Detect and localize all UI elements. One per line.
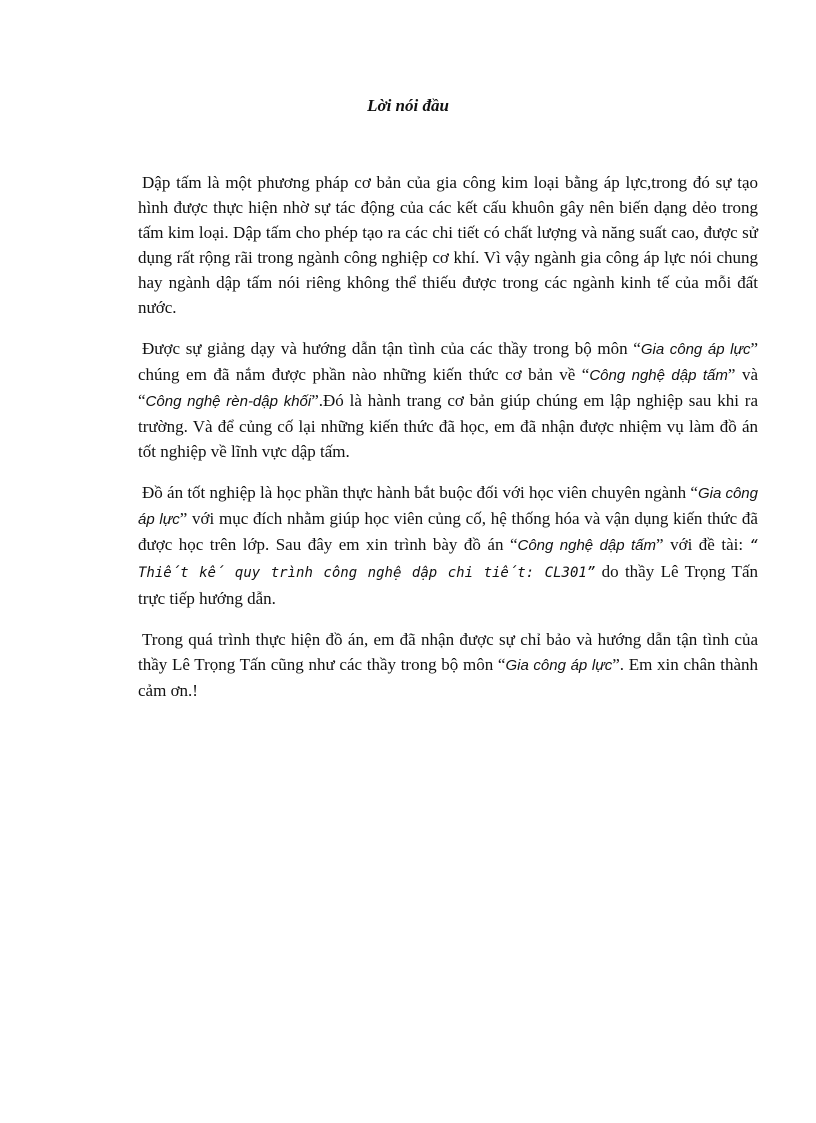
italic-course-name: Gia công áp lực (640, 341, 751, 358)
body-text (138, 170, 758, 719)
italic-subject-sheet: Công nghệ dập tấm (589, 367, 728, 384)
paragraph-project-description (138, 480, 758, 611)
text-run: ”.Đó là hành trang cơ bản giúp chúng em lập nghiệp sau khi ra trường. Và để củng cố lại những kiến thức đã học, em đã nhận được nhiệm vụ làm đồ án tốt nghiệp về lĩnh vực dập tấm. (138, 391, 759, 461)
italic-course-name: Gia công áp lực (505, 657, 613, 674)
paragraph-thanks (138, 627, 758, 703)
text-run: ” và “ (138, 365, 758, 410)
text-run: Được sự giảng dạy và hướng dẫn tận tình của các thầy trong bộ môn “ (142, 339, 641, 358)
text-run: ” với mục đích nhằm giúp học viên củng cố, hệ thống hóa và vận dụng kiến thức đã được học trên lớp. Sau đây em xin trình bày đồ án “ (138, 509, 758, 554)
page-title: Lời nói đầu (367, 96, 449, 115)
text-run: Đồ án tốt nghiệp là học phần thực hành bắt buộc đối với học viên chuyên ngành “ (142, 483, 698, 502)
text-run: ”. Em xin chân thành cảm ơn.! (138, 655, 758, 700)
text-run: ” với đề tài: (656, 535, 750, 554)
paragraph-intro: Dập tấm là một phương pháp cơ bản của gia công kim loại bằng áp lực,trong đó sự tạo hình được thực hiện nhờ sự tác động của các kết cấu khuôn gây nên biến dạng dẻo trong tấm kim loại. Dập tấm cho phép tạo ra các chi tiết có chất lượng và năng suất cao, được sử dụng rất rộng rãi trong ngành công nghiệp cơ khí. Vì vậy ngành gia công áp lực nói chung hay ngành dập tấm nói riêng không thể thiếu được trong các ngành kinh tế của mỗi đất nước. (138, 173, 758, 317)
italic-subject-forging: Công nghệ rèn-dập khối (145, 393, 312, 410)
italic-project-topic: “ Thiết kế quy trình công nghệ dập chi tiết: CL301” (138, 538, 758, 581)
text-run: do thầy Lê Trọng Tấn trực tiếp hướng dẫn. (138, 562, 758, 608)
paragraph-acknowledgement-course (138, 336, 758, 464)
text-run: Trong quá trình thực hiện đồ án, em đã nhận được sự chỉ bảo và hướng dẫn tận tình của thầy Lê Trọng Tấn cũng như các thầy trong bộ môn “ (138, 630, 758, 674)
text-run: ” chúng em đã nắm được phần nào những kiến thức cơ bản về “ (138, 339, 758, 384)
italic-subject-sheet: Công nghệ dập tấm (517, 537, 657, 554)
italic-course-name: Gia công áp lực (138, 485, 758, 528)
